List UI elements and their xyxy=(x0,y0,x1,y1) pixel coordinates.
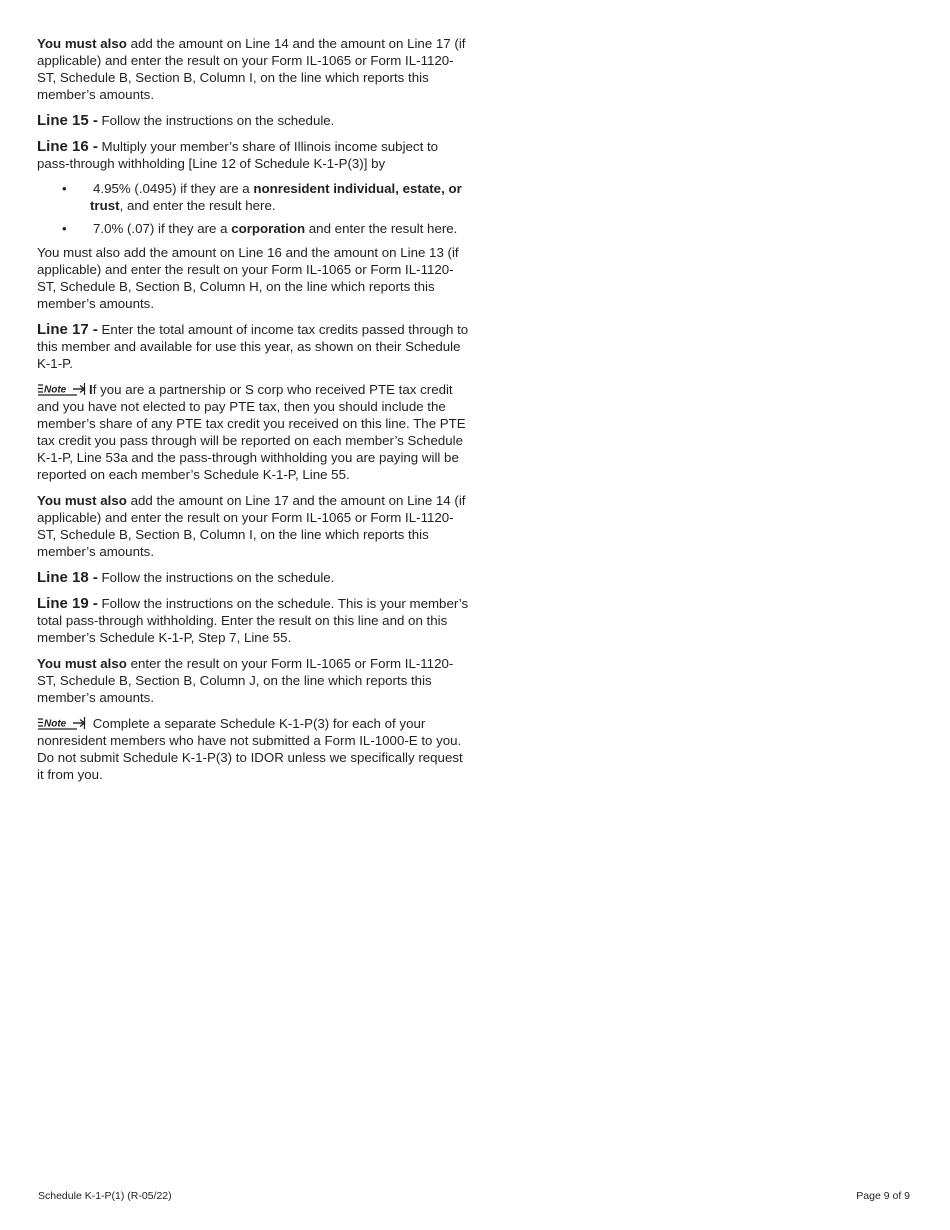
line-18-heading: Line 18 - xyxy=(37,569,98,586)
paragraph-text: f you are a partnership or S corp who received PTE tax credit and you have not elected to pay PTE tax, then you should include the member’s share of any PTE tax credit you received on this line. The PTE tax credit you pass through will be reported on each member’s Schedule K-1-P, Line 53a and the pass-through withholding you are paying will be reported on each member’s Schedule K-1-P, Line 55. xyxy=(37,382,466,482)
line-18-instruction xyxy=(37,569,469,586)
must-also-lead: You must also xyxy=(37,656,127,671)
line-17-instruction xyxy=(37,321,469,372)
note-icon xyxy=(37,382,87,396)
bullet-text: 4.95% (.0495) if they are a nonresident individual, estate, or trust, and enter the result here. xyxy=(90,181,462,213)
line-16-heading: Line 16 - xyxy=(37,138,98,155)
instructions-column xyxy=(37,35,469,792)
note-pte-credit: Note If you are a partnership or S corp who received PTE tax credit and you have not elected to pay PTE tax, then you should include the member’s share of any PTE tax credit you received on this line. The PTE tax credit you pass through will be reported on each member’s Schedule K-1-P, Line 53a and the pass-through withholding you are paying will be reported on each member’s Schedule K-1-P, Line 55. xyxy=(37,382,466,482)
bullet-item-corporation xyxy=(37,220,469,237)
bullet-icon: • xyxy=(62,221,67,236)
footer-form-id: Schedule K-1-P(1) (R-05/22) xyxy=(38,1190,172,1202)
bullet-bold-term: nonresident individual, estate, or trust xyxy=(90,181,462,213)
svg-text:Note: Note xyxy=(44,384,67,396)
paragraph-text: add the amount on Line 17 and the amount on Line 14 (if applicable) and enter the result on your Form IL-1065 or Form IL-1120-ST, Schedule B, Section B, Column I, on the line which reports this member’s amounts. xyxy=(37,493,466,559)
bullet-item-nonresident xyxy=(37,180,469,214)
paragraph-text: add the amount on Line 14 and the amount on Line 17 (if applicable) and enter the result on your Form IL-1065 or Form IL-1120-ST, Schedule B, Section B, Column I, on the line which reports this member’s amounts. xyxy=(37,36,466,102)
paragraph-text: Follow the instructions on the schedule. xyxy=(97,113,335,128)
must-also-lead: You must also xyxy=(37,493,127,508)
svg-text:Note: Note xyxy=(44,718,67,730)
note-separate-schedule xyxy=(37,715,469,783)
paragraph-text: enter the result on your Form IL-1065 or Form IL-1120-ST, Schedule B, Section B, Column J, on the line which reports this member’s amounts. xyxy=(37,656,454,705)
must-also-paragraph-line16: You must also add the amount on Line 16 and the amount on Line 13 (if applicable) and enter the result on your Form IL-1065 or Form IL-1120-ST, Schedule B, Section B, Column H, on the line which reports this member’s amounts. xyxy=(37,245,459,311)
paragraph-text: Complete a separate Schedule K-1-P(3) for each of your nonresident members who have not submitted a Form IL-1000-E to you. Do not submit Schedule K-1-P(3) to IDOR unless we specifically request it from you. xyxy=(37,716,463,782)
note-icon xyxy=(37,716,87,730)
line-16-instruction xyxy=(37,138,469,172)
paragraph-text: Multiply your member’s share of Illinois income subject to pass-through withholding [Line 12 of Schedule K-1-P(3)] by xyxy=(37,139,439,171)
rate-bullet-list xyxy=(37,180,469,237)
paragraph-text: Follow the instructions on the schedule. This is your member’s total pass-through withholding. Enter the result on this line and on this member’s Schedule K-1-P, Step 7, Line 55. xyxy=(37,596,469,645)
bullet-icon: • xyxy=(62,181,67,196)
paragraph-text: Follow the instructions on the schedule. xyxy=(97,570,335,585)
line-15-instruction xyxy=(37,112,469,129)
line-19-heading: Line 19 - xyxy=(37,595,98,612)
line-15-heading: Line 15 - xyxy=(37,112,98,129)
must-also-lead: You must also xyxy=(37,36,127,51)
must-also-paragraph-line14 xyxy=(37,35,469,103)
bullet-text: 7.0% (.07) if they are a corporation and enter the result here. xyxy=(93,221,458,236)
must-also-paragraph-line17 xyxy=(37,492,469,560)
footer-page-number: Page 9 of 9 xyxy=(856,1190,910,1202)
line-17-heading: Line 17 - xyxy=(37,321,98,338)
line-19-instruction xyxy=(37,595,469,646)
bullet-bold-term: corporation xyxy=(231,221,306,236)
paragraph-text: Enter the total amount of income tax credits passed through to this member and available for use this year, as shown on their Schedule K-1-P. xyxy=(37,322,469,371)
must-also-paragraph-line19 xyxy=(37,655,469,706)
